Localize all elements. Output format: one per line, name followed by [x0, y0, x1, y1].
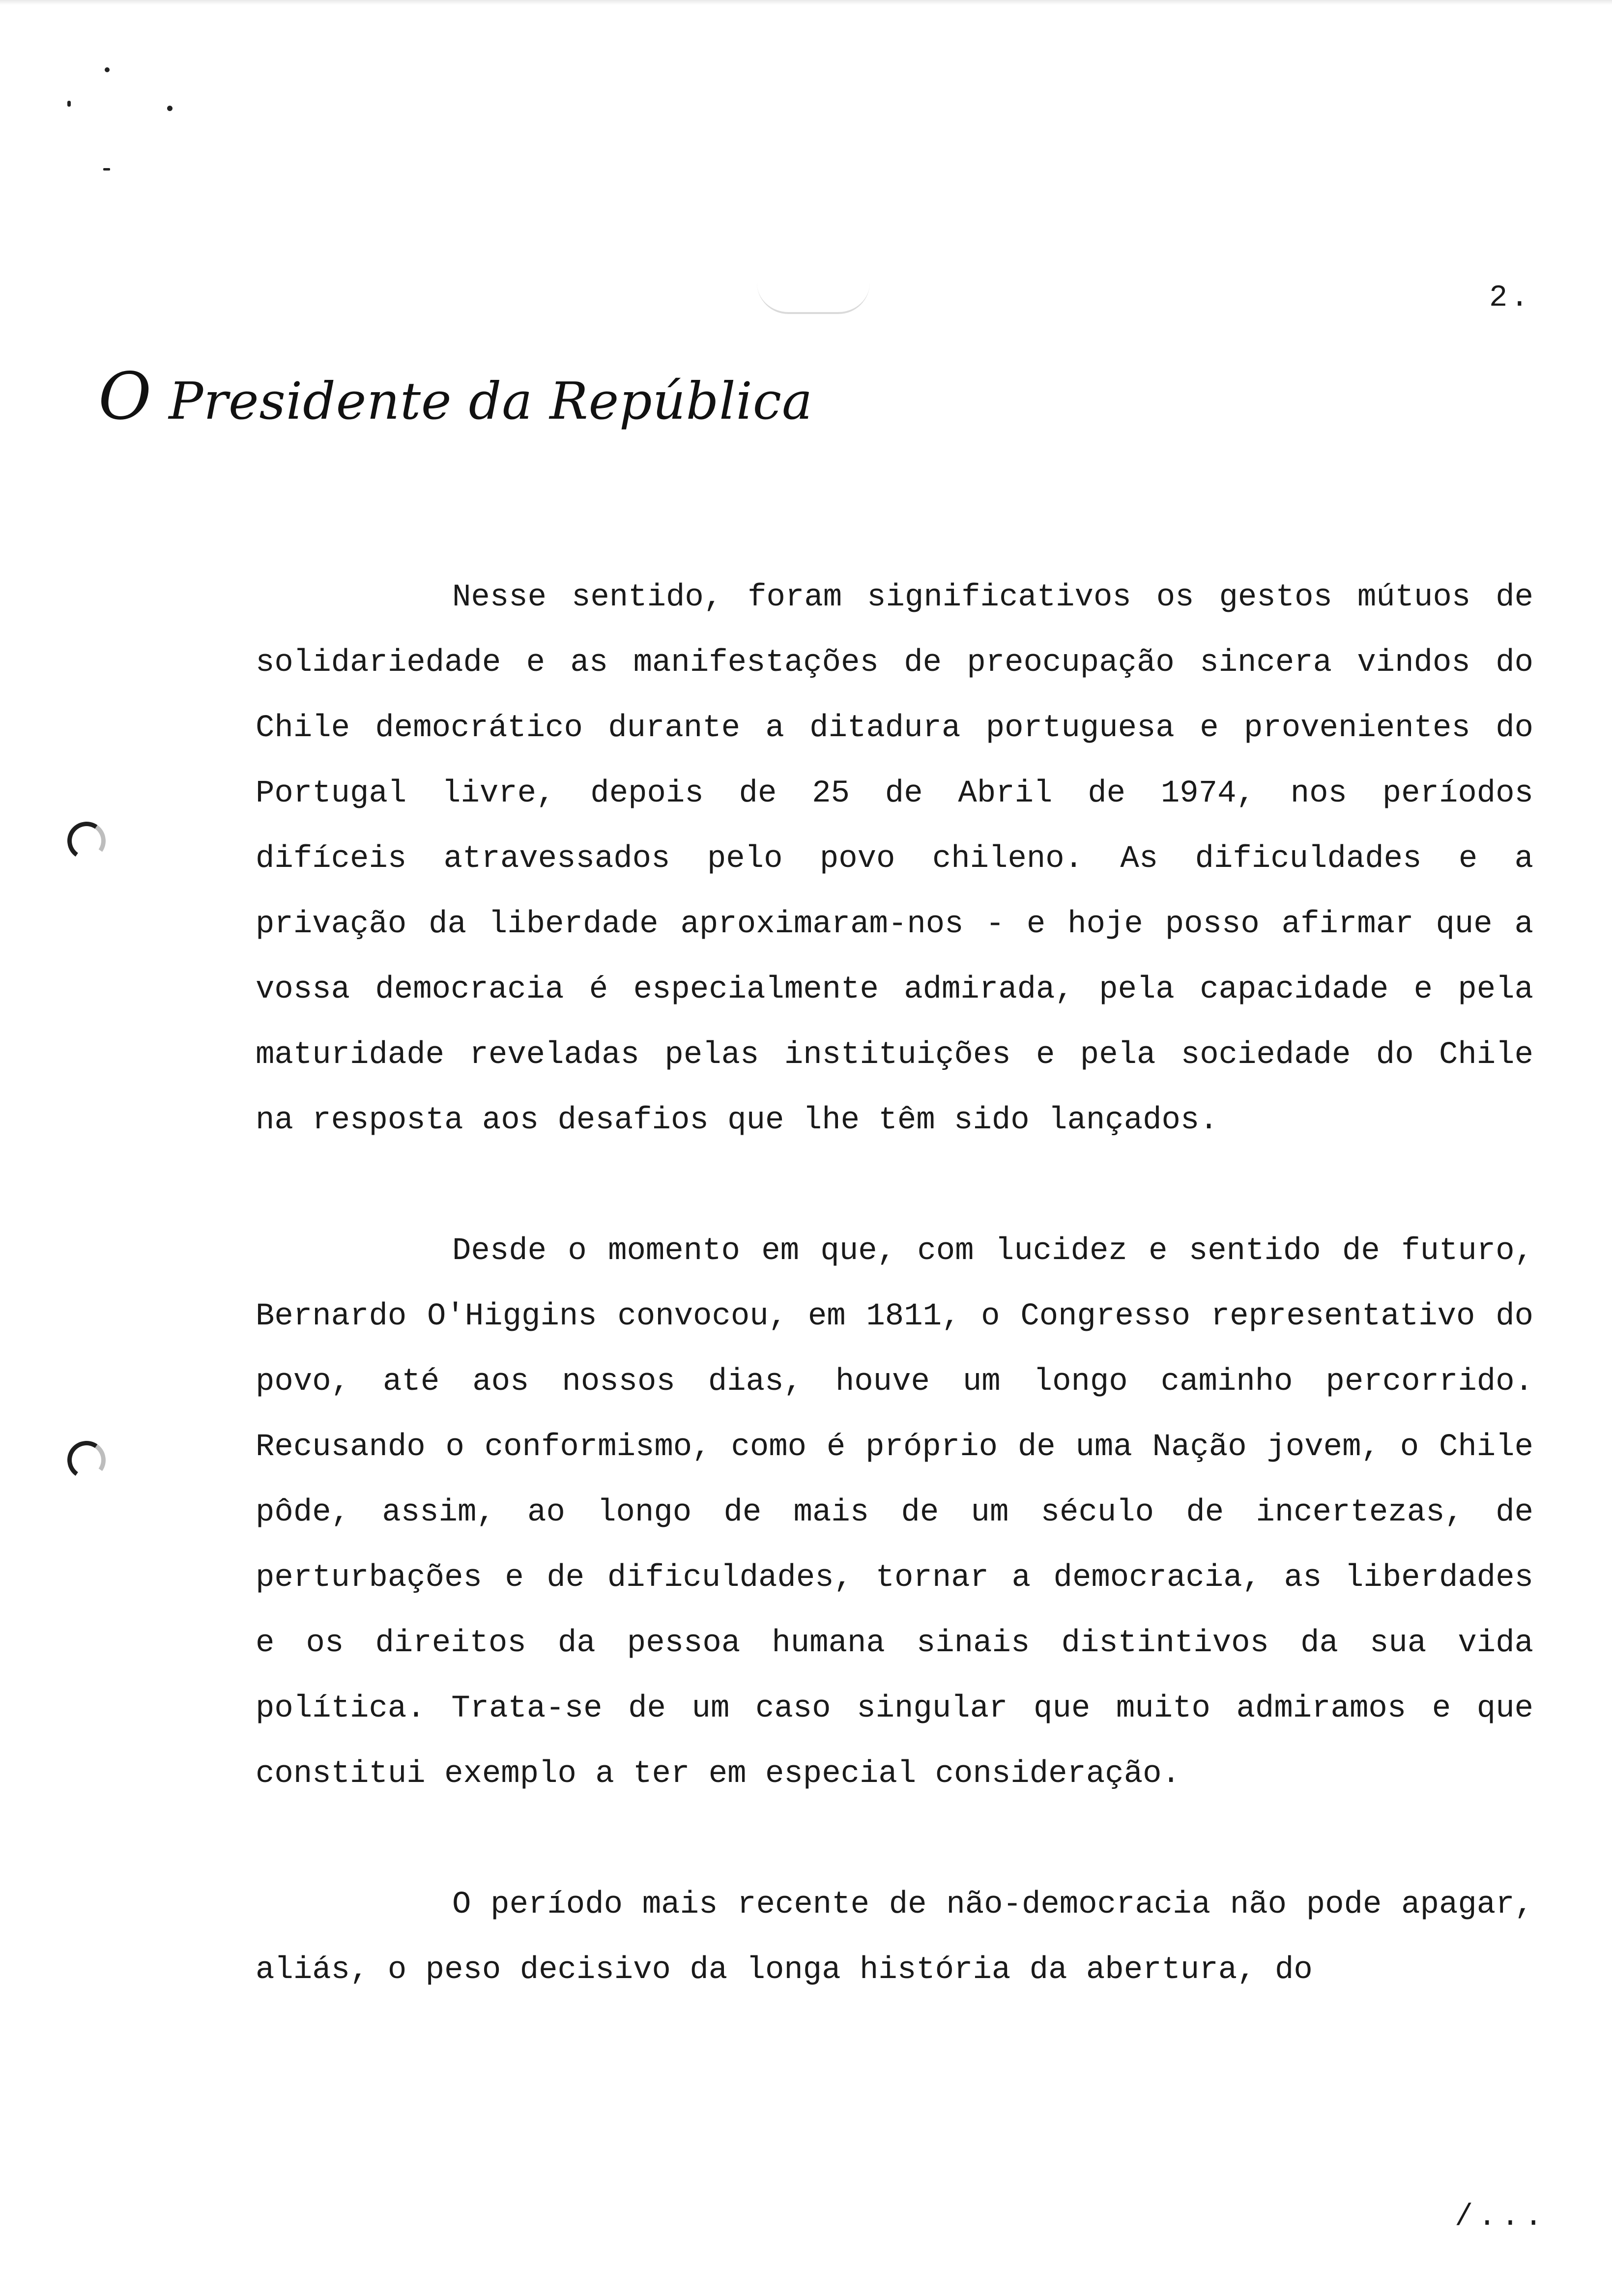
- page-number: 2.: [1489, 280, 1532, 315]
- paragraph-solidarity: Nesse sentido, foram significativos os gestos mútuos de solidariedade e as manifestações de preocupação sincera vindos do Chile democrático durante a ditadura portuguesa e provenientes do Portugal livre, depois de 25 de Abril de 1974, nos períodos difíceis atravessados pelo povo chileno. As dificuldades e a privação da liberdade aproximaram-nos - e hoje posso afirmar que a vossa democracia é especialmente admirada, pela capacidade e pela maturidade reveladas pelas instituições e pela sociedade do Chile na resposta aos desafios que lhe têm sido lançados.: [256, 580, 1533, 1138]
- punch-hole-lower: [64, 1438, 109, 1482]
- punch-hole-upper: [64, 819, 109, 863]
- scan-speck: [103, 168, 110, 171]
- scan-speck: [67, 101, 71, 107]
- letterhead-text: Presidente da República: [169, 371, 813, 431]
- continuation-mark: /...: [1455, 2199, 1548, 2234]
- scan-speck: [105, 67, 110, 72]
- letterhead-initial: O: [98, 359, 152, 434]
- scan-smudge: [757, 283, 870, 314]
- letterhead: [98, 359, 813, 434]
- scan-speck: [167, 106, 173, 111]
- letter-body: [256, 565, 1533, 2068]
- paragraph-ohiggins: Desde o momento em que, com lucidez e sentido de futuro, Bernardo O'Higgins convocou, em 1811, o Congresso representativo do povo, até aos nossos dias, houve um longo caminho percorrido. Recusando o conformismo, como é próprio de uma Nação jovem, o Chile pôde, assim, ao longo de mais de um século de incertezas, de perturbações e de dificuldades, tornar a democracia, as liberdades e os direitos da pessoa humana sinais distintivos da sua vida política. Trata-se de um caso singular que muito admiramos e que constitui exemplo a ter em especial consideração.: [256, 1234, 1533, 1792]
- scan-top-edge: [0, 0, 1612, 5]
- paragraph-recent-period: O período mais recente de não-democracia não pode apagar, aliás, o peso decisivo da longa história da abertura, do: [256, 1887, 1533, 1988]
